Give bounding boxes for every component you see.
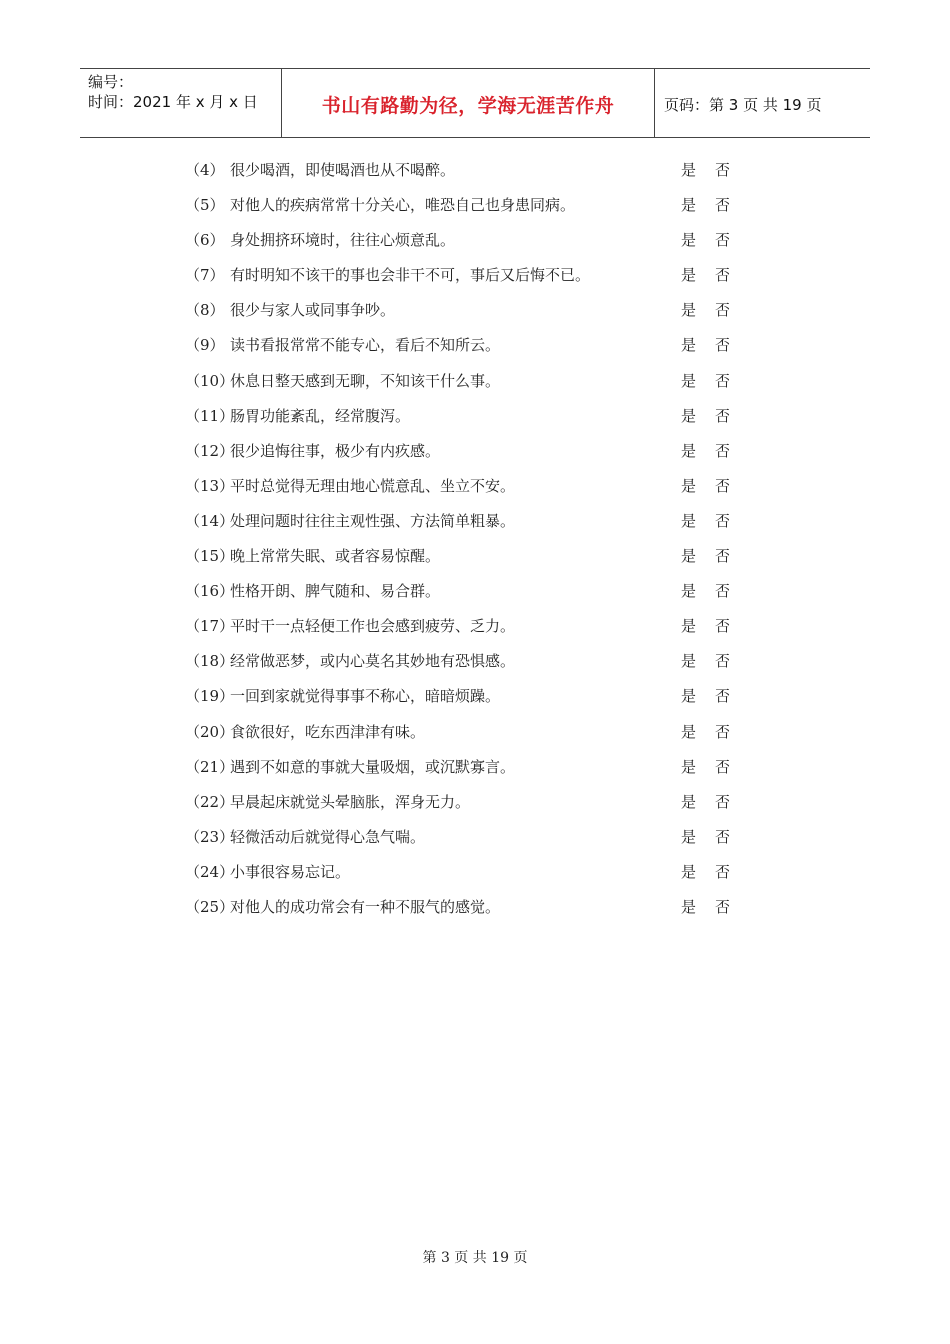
answer-no-option[interactable]: 否 <box>715 617 731 636</box>
answer-yes-option[interactable]: 是 <box>681 722 697 741</box>
answer-no-option[interactable]: 否 <box>715 757 731 776</box>
page-footer: 第 3 页 共 19 页 <box>422 1250 528 1266</box>
question-text: 身处拥挤环境时，往往心烦意乱。 <box>230 231 456 250</box>
answer-yes-option[interactable]: 是 <box>681 862 697 881</box>
answer-no-option[interactable]: 否 <box>715 547 731 566</box>
question-row <box>185 644 745 679</box>
question-number: （12） <box>185 441 235 460</box>
answer-yes-option[interactable]: 是 <box>681 687 697 706</box>
answer-no-option[interactable]: 否 <box>715 897 731 916</box>
question-text: 对他人的成功常会有一种不服气的感觉。 <box>230 897 501 916</box>
question-number: （24） <box>185 862 235 881</box>
answer-yes-option[interactable]: 是 <box>681 897 697 916</box>
answer-no-option[interactable]: 否 <box>715 301 731 320</box>
question-number: （11） <box>185 406 235 425</box>
question-row <box>185 188 745 223</box>
answer-yes-option[interactable]: 是 <box>681 336 697 355</box>
answer-yes-option[interactable]: 是 <box>681 371 697 390</box>
answer-yes-option[interactable]: 是 <box>681 547 697 566</box>
question-text: 肠胃功能紊乱，经常腹泻。 <box>230 406 411 425</box>
answer-yes-option[interactable]: 是 <box>681 196 697 215</box>
answer-no-option[interactable]: 否 <box>715 231 731 250</box>
question-row <box>185 364 745 399</box>
answer-no-option[interactable]: 否 <box>715 722 731 741</box>
answer-yes-option[interactable]: 是 <box>681 266 697 285</box>
question-text: 很少与家人或同事争吵。 <box>230 301 396 320</box>
header-page-info: 页码：第 3 页 共 19 页 <box>664 96 822 114</box>
question-number: （22） <box>185 792 235 811</box>
question-text: 小事很容易忘记。 <box>230 862 351 881</box>
question-number: （19） <box>185 687 235 706</box>
answer-no-option[interactable]: 否 <box>715 687 731 706</box>
question-row <box>185 609 745 644</box>
question-row <box>185 890 745 925</box>
answer-no-option[interactable]: 否 <box>715 582 731 601</box>
question-text: 处理问题时往往主观性强、方法简单粗暴。 <box>230 511 516 530</box>
question-row <box>185 750 745 785</box>
question-text: 对他人的疾病常常十分关心，唯恐自己也身患同病。 <box>230 196 576 215</box>
answer-yes-option[interactable]: 是 <box>681 582 697 601</box>
answer-no-option[interactable]: 否 <box>715 196 731 215</box>
question-number: （9） <box>185 336 225 355</box>
question-row <box>185 574 745 609</box>
answer-no-option[interactable]: 否 <box>715 441 731 460</box>
question-number: （13） <box>185 476 235 495</box>
answer-no-option[interactable]: 否 <box>715 792 731 811</box>
question-text: 轻微活动后就觉得心急气喘。 <box>230 827 426 846</box>
question-number: （18） <box>185 652 235 671</box>
answer-yes-option[interactable]: 是 <box>681 757 697 776</box>
question-number: （8） <box>185 301 225 320</box>
document-date-label: 时间：2021 年 x 月 x 日 <box>88 93 258 111</box>
answer-yes-option[interactable]: 是 <box>681 827 697 846</box>
question-text: 食欲很好，吃东西津津有味。 <box>230 722 426 741</box>
header-meta-cell <box>80 69 280 137</box>
answer-no-option[interactable]: 否 <box>715 406 731 425</box>
question-row <box>185 820 745 855</box>
answer-no-option[interactable]: 否 <box>715 371 731 390</box>
answer-no-option[interactable]: 否 <box>715 266 731 285</box>
answer-yes-option[interactable]: 是 <box>681 511 697 530</box>
answer-yes-option[interactable]: 是 <box>681 406 697 425</box>
answer-yes-option[interactable]: 是 <box>681 231 697 250</box>
question-row <box>185 153 745 188</box>
question-number: （6） <box>185 231 225 250</box>
answer-no-option[interactable]: 否 <box>715 161 731 179</box>
answer-no-option[interactable]: 否 <box>715 652 731 671</box>
answer-no-option[interactable]: 否 <box>715 476 731 495</box>
question-text: 休息日整天感到无聊，不知该干什么事。 <box>230 371 501 390</box>
question-row <box>185 258 745 293</box>
question-row <box>185 679 745 714</box>
question-row <box>185 539 745 574</box>
question-text: 平时干一点轻便工作也会感到疲劳、乏力。 <box>230 617 516 636</box>
question-number: （7） <box>185 266 225 285</box>
question-text: 很少追悔往事，极少有内疚感。 <box>230 441 441 460</box>
question-row <box>185 785 745 820</box>
question-row <box>185 293 745 328</box>
document-number-label: 编号： <box>88 73 134 91</box>
header-motto: 书山有路勤为径，学海无涯苦作舟 <box>321 95 615 117</box>
question-number: （14） <box>185 511 235 530</box>
answer-yes-option[interactable]: 是 <box>681 301 697 320</box>
answer-yes-option[interactable]: 是 <box>681 617 697 636</box>
question-row <box>185 434 745 469</box>
question-number: （5） <box>185 196 225 215</box>
question-number: （15） <box>185 547 235 566</box>
question-row <box>185 469 745 504</box>
question-row <box>185 223 745 258</box>
answer-yes-option[interactable]: 是 <box>681 476 697 495</box>
question-number: （25） <box>185 897 235 916</box>
question-text: 遇到不如意的事就大量吸烟，或沉默寡言。 <box>230 757 516 776</box>
question-list <box>185 153 745 925</box>
question-row <box>185 855 745 890</box>
answer-no-option[interactable]: 否 <box>715 862 731 881</box>
answer-yes-option[interactable]: 是 <box>681 792 697 811</box>
header-motto-cell <box>281 69 655 137</box>
question-number: （17） <box>185 617 235 636</box>
question-number: （4） <box>185 161 225 179</box>
question-text: 早晨起床就觉头晕脑胀，浑身无力。 <box>230 792 471 811</box>
answer-yes-option[interactable]: 是 <box>681 652 697 671</box>
question-text: 平时总觉得无理由地心慌意乱、坐立不安。 <box>230 476 516 495</box>
answer-yes-option[interactable]: 是 <box>681 161 697 179</box>
question-number: （10） <box>185 371 235 390</box>
question-number: （21） <box>185 757 235 776</box>
question-text: 读书看报常常不能专心，看后不知所云。 <box>230 336 501 355</box>
question-text: 性格开朗、脾气随和、易合群。 <box>230 582 441 601</box>
question-text: 经常做恶梦，或内心莫名其妙地有恐惧感。 <box>230 652 516 671</box>
header-page-cell <box>654 69 870 137</box>
question-row <box>185 328 745 363</box>
question-text: 有时明知不该干的事也会非干不可，事后又后悔不已。 <box>230 266 591 285</box>
question-text: 一回到家就觉得事事不称心，暗暗烦躁。 <box>230 687 501 706</box>
question-row <box>185 504 745 539</box>
question-number: （16） <box>185 582 235 601</box>
answer-no-option[interactable]: 否 <box>715 511 731 530</box>
question-text: 晚上常常失眠、或者容易惊醒。 <box>230 547 441 566</box>
page-header <box>80 68 870 138</box>
question-row <box>185 715 745 750</box>
question-row <box>185 399 745 434</box>
question-number: （23） <box>185 827 235 846</box>
question-text: 很少喝酒，即使喝酒也从不喝醉。 <box>230 161 456 179</box>
question-number: （20） <box>185 722 235 741</box>
answer-no-option[interactable]: 否 <box>715 336 731 355</box>
answer-yes-option[interactable]: 是 <box>681 441 697 460</box>
answer-no-option[interactable]: 否 <box>715 827 731 846</box>
